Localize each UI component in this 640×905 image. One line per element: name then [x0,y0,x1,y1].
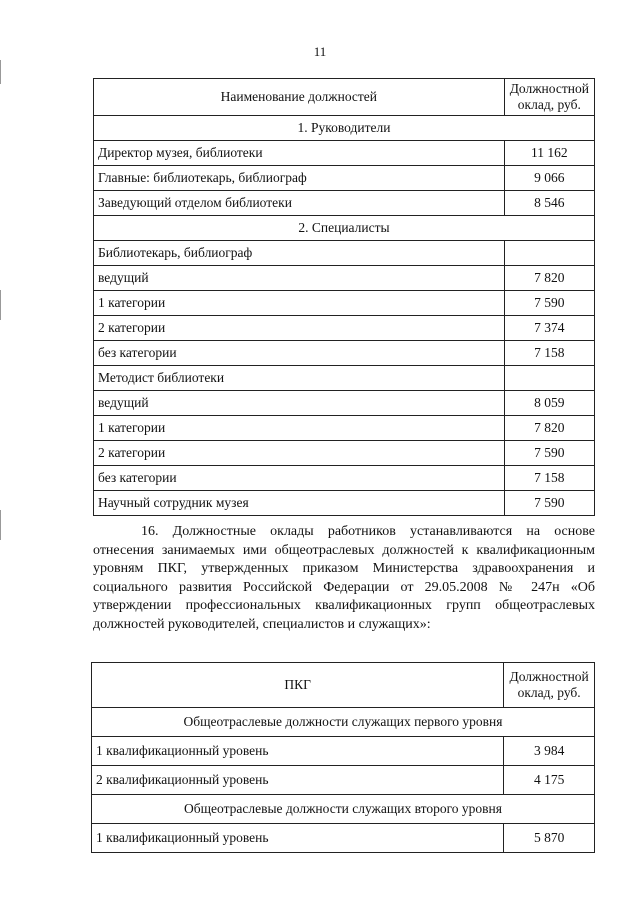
column-header-pkg: ПКГ [92,663,504,708]
table-row [94,366,595,391]
position-name: 2 категории [94,441,505,466]
table-row [94,266,595,291]
margin-mark [0,510,1,540]
position-name: ведущий [94,391,505,416]
salary-value [504,241,594,266]
table-header-row [94,79,595,116]
section-title: 2. Специалисты [94,216,595,241]
position-name: без категории [94,341,505,366]
page-number: 11 [313,44,327,59]
salary-value: 8 059 [504,391,594,416]
section-row [92,795,595,824]
position-name: Главные: библиотекарь, библиограф [94,166,505,191]
salary-table-pkg [91,662,595,853]
table-row [94,391,595,416]
salary-value: 7 374 [504,316,594,341]
column-header-salary: Должностной оклад, руб. [504,79,594,116]
position-name: 2 квалификационный уровень [92,766,504,795]
salary-value: 11 162 [504,141,594,166]
position-name: 2 категории [94,316,505,341]
table-row [94,166,595,191]
table-row [94,441,595,466]
paragraph-16 [93,523,595,634]
salary-value: 5 870 [504,824,595,853]
table-row [94,341,595,366]
column-header-name: Наименование должностей [94,79,505,116]
table-row [94,291,595,316]
section-row [92,708,595,737]
salary-value: 7 590 [504,441,594,466]
salary-value: 3 984 [504,737,595,766]
table-row [92,737,595,766]
salary-value [504,366,594,391]
table-body [92,708,595,853]
salary-value: 7 158 [504,466,594,491]
position-name: 1 квалификационный уровень [92,737,504,766]
section-title: Общеотраслевые должности служащих первого уровня [92,708,595,737]
position-name: Заведующий отделом библиотеки [94,191,505,216]
table-row [94,466,595,491]
position-name: 1 категории [94,416,505,441]
salary-value: 4 175 [504,766,595,795]
salary-value: 7 590 [504,291,594,316]
section-row [94,116,595,141]
table-body [94,116,595,516]
column-header-salary: Должностной оклад, руб. [504,663,595,708]
margin-mark [0,290,1,320]
section-row [94,216,595,241]
salary-value: 7 820 [504,416,594,441]
position-name: без категории [94,466,505,491]
salary-value: 7 590 [504,491,594,516]
position-name: Библиотекарь, библиограф [94,241,505,266]
position-name: 1 категории [94,291,505,316]
table-row [94,241,595,266]
position-name: 1 квалификационный уровень [92,824,504,853]
salary-table-positions [93,78,595,516]
salary-value: 7 158 [504,341,594,366]
position-name: ведущий [94,266,505,291]
table-row [94,416,595,441]
salary-value: 9 066 [504,166,594,191]
table-row [94,316,595,341]
salary-value: 8 546 [504,191,594,216]
section-title: 1. Руководители [94,116,595,141]
table-row [92,766,595,795]
table-row [92,824,595,853]
salary-value: 7 820 [504,266,594,291]
table-row [94,191,595,216]
table-row [94,491,595,516]
section-title: Общеотраслевые должности служащих второго уровня [92,795,595,824]
position-name: Директор музея, библиотеки [94,141,505,166]
position-name: Научный сотрудник музея [94,491,505,516]
table-row [94,141,595,166]
table-header-row [92,663,595,708]
position-name: Методист библиотеки [94,366,505,391]
paragraph-text: 16. Должностные оклады работников устанавливаются на основе отнесения занимаемых ими общеотраслевых должностей к квалификационным уровням ПКГ, утвержденных приказом Министерства здравоохранения и социального развития Российской Федерации от 29.05.2008 № 247н «Об утверждении профессиональных квалификационных групп общеотраслевых должностей руководителей, специалистов и служащих»: [93,524,595,632]
margin-mark [0,60,1,84]
